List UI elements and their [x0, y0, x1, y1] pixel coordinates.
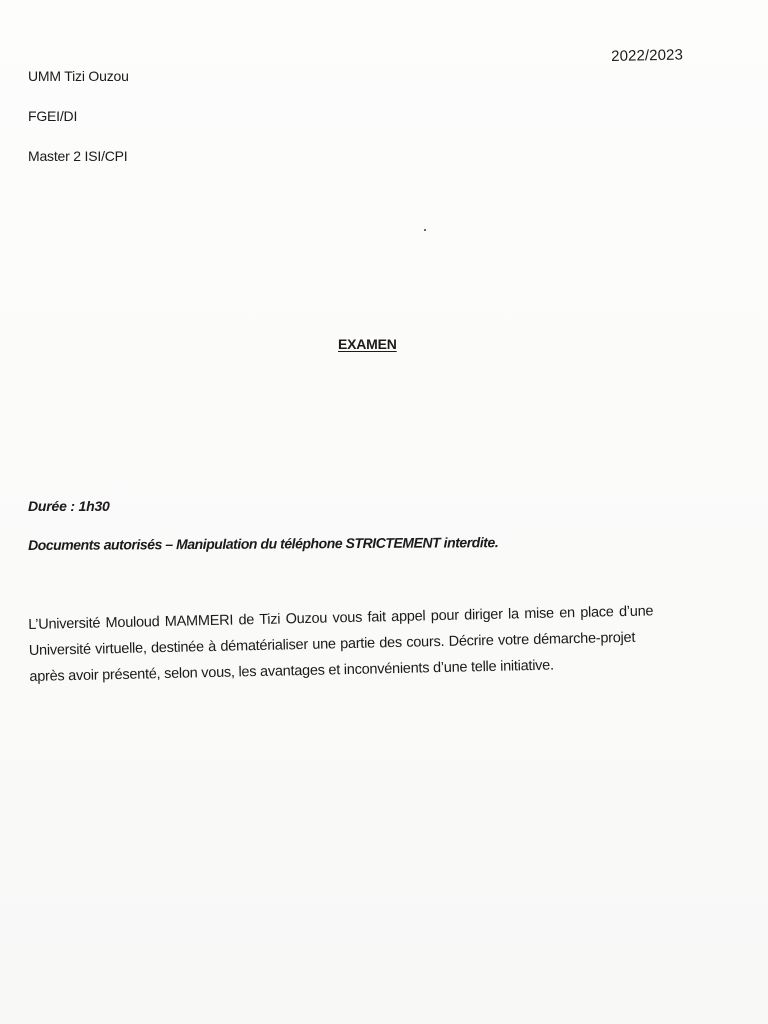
- stray-dot: [424, 229, 426, 231]
- question-line-1: L’Université Mouloud MAMMERI de Tizi Ouzou vous fait appel pour diriger la mise en place d’une: [28, 603, 654, 633]
- question-line-2: Université virtuelle, destinée à dématérialiser une partie des cours. Décrire votre démarche-projet: [28, 629, 636, 659]
- exam-rules: Documents autorisés – Manipulation du téléphone STRICTEMENT interdite.: [28, 534, 499, 553]
- exam-duration: Durée : 1h30: [28, 498, 110, 514]
- academic-year: 2022/2023: [611, 46, 684, 65]
- question-line-3: après avoir présenté, selon vous, les avantages et inconvénients d’une telle initiative.: [29, 657, 554, 685]
- exam-title: EXAMEN: [338, 336, 397, 352]
- program-level: Master 2 ISI/CPI: [28, 148, 128, 164]
- faculty-department: FGEI/DI: [28, 108, 78, 124]
- exam-question: [28, 597, 730, 690]
- university-name: UMM Tizi Ouzou: [28, 68, 129, 84]
